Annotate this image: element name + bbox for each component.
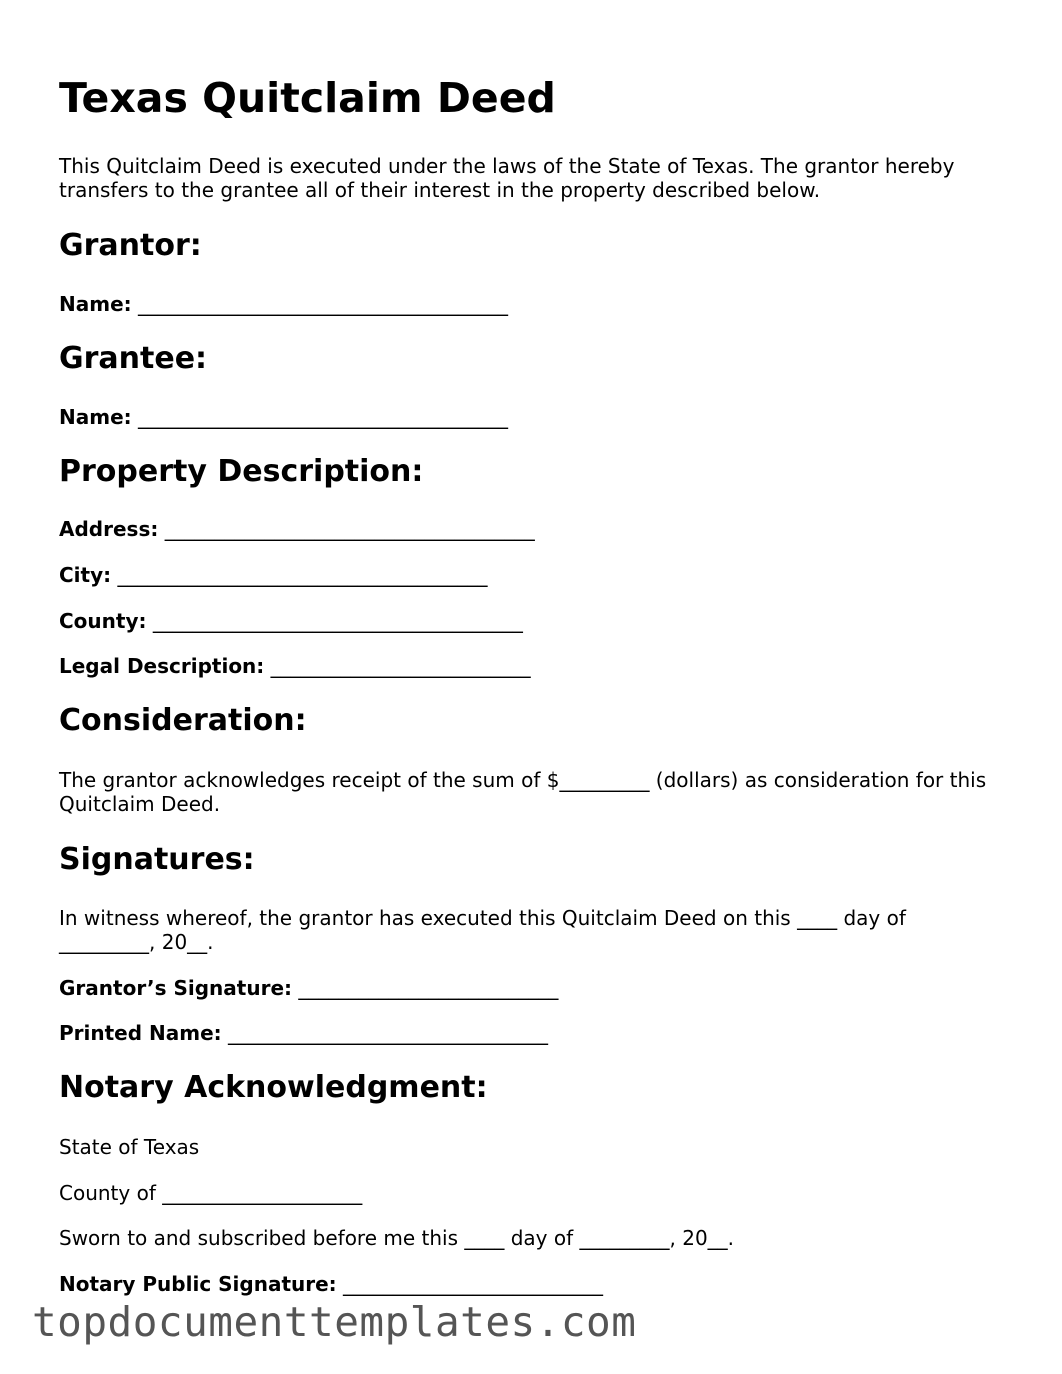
notary-signature-label: Notary Public Signature: <box>59 1272 337 1296</box>
document-title: Texas Quitclaim Deed <box>59 74 556 122</box>
notary-heading: Notary Acknowledgment: <box>59 1070 488 1105</box>
printed-name-blank: ________________________________ <box>228 1021 549 1045</box>
property-heading: Property Description: <box>59 454 424 489</box>
printed-name-label: Printed Name: <box>59 1021 222 1045</box>
notary-county-line: County of ____________________ <box>59 1181 363 1205</box>
address-blank: _____________________________________ <box>164 517 535 541</box>
notary-state-line: State of Texas <box>59 1135 200 1159</box>
grantor-heading: Grantor: <box>59 228 202 263</box>
grantee-name-field <box>59 405 508 429</box>
notary-sworn-line: Sworn to and subscribed before me this ____ day of _________, 20__. <box>59 1226 735 1250</box>
address-field <box>59 517 535 541</box>
address-label: Address: <box>59 517 159 541</box>
notary-signature-blank: __________________________ <box>343 1272 604 1296</box>
consideration-heading: Consideration: <box>59 703 307 738</box>
printed-name-field <box>59 1021 548 1045</box>
grantor-name-label: Name: <box>59 292 132 316</box>
county-blank: _____________________________________ <box>152 609 523 633</box>
legal-description-blank: __________________________ <box>270 654 531 678</box>
county-field <box>59 609 523 633</box>
county-label: County: <box>59 609 147 633</box>
grantor-name-blank: _____________________________________ <box>138 292 508 316</box>
grantor-name-field <box>59 292 508 316</box>
grantor-signature-field <box>59 976 558 1000</box>
city-field <box>59 563 488 587</box>
grantor-signature-blank: __________________________ <box>298 976 559 1000</box>
intro-paragraph: This Quitclaim Deed is executed under the laws of the State of Texas. The grantor hereby transfers to the grantee all of their interest in the property described below. <box>59 154 955 202</box>
legal-description-label: Legal Description: <box>59 654 265 678</box>
grantee-heading: Grantee: <box>59 341 208 376</box>
signatures-paragraph: In witness whereof, the grantor has executed this Quitclaim Deed on this ____ day of _________, 20__. <box>59 906 906 954</box>
consideration-paragraph: The grantor acknowledges receipt of the sum of $_________ (dollars) as consideration for this Quitclaim Deed. <box>59 768 987 816</box>
grantee-name-label: Name: <box>59 405 132 429</box>
grantor-signature-label: Grantor’s Signature: <box>59 976 293 1000</box>
notary-signature-field <box>59 1272 603 1296</box>
watermark: topdocumenttemplates.com <box>32 1298 637 1346</box>
city-label: City: <box>59 563 112 587</box>
signatures-heading: Signatures: <box>59 842 255 877</box>
legal-description-field <box>59 654 531 678</box>
city-blank: _____________________________________ <box>117 563 488 587</box>
grantee-name-blank: _____________________________________ <box>138 405 508 429</box>
